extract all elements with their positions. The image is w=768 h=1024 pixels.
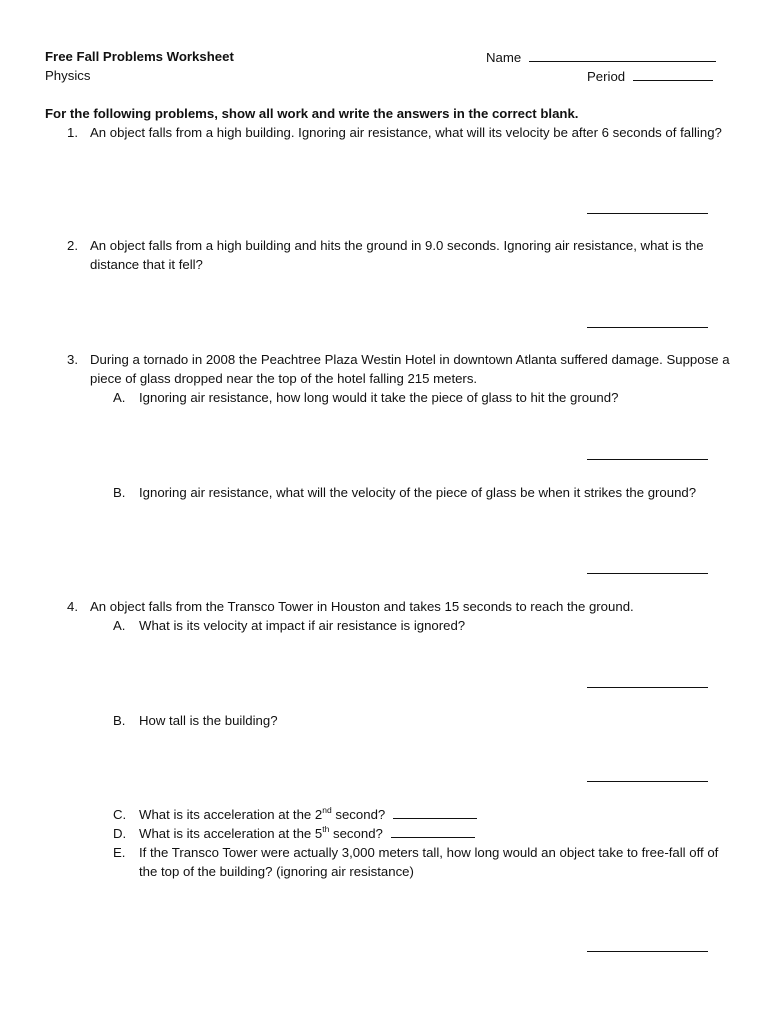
part-letter: C. <box>113 807 127 822</box>
worksheet-title: Free Fall Problems Worksheet <box>45 49 234 64</box>
ordinal-suffix: th <box>322 823 330 834</box>
period-blank[interactable] <box>633 66 713 81</box>
ordinal-suffix: nd <box>322 804 332 815</box>
part-text: If the Transco Tower were actually 3,000 meters tall, how long would an object take to free-fall off of the top of the building? (ignoring air resistance) <box>139 845 719 879</box>
period-label: Period <box>587 69 626 84</box>
part-letter: B. <box>113 485 126 500</box>
part-text-end: second? <box>329 826 383 841</box>
part-text-end: second? <box>331 807 386 822</box>
problem-number: 2. <box>67 238 78 253</box>
answer-blank[interactable] <box>587 687 708 688</box>
name-blank[interactable] <box>529 47 716 62</box>
part-text: Ignoring air resistance, how long would it take the piece of glass to hit the ground? <box>139 390 619 405</box>
answer-blank[interactable] <box>587 573 708 574</box>
part-letter: A. <box>113 390 126 405</box>
part-letter: B. <box>113 713 126 728</box>
name-label: Name <box>486 50 522 65</box>
problem-number: 1. <box>67 125 78 140</box>
subject-label: Physics <box>45 68 91 83</box>
part-text <box>139 805 729 824</box>
name-field[interactable] <box>486 47 716 67</box>
problem-text: During a tornado in 2008 the Peachtree Plaza Westin Hotel in downtown Atlanta suffered damage. Suppose a piece of glass dropped near the top of the hotel falling 215 meters. <box>90 352 730 386</box>
part-letter: D. <box>113 826 127 841</box>
answer-blank[interactable] <box>587 213 708 214</box>
part-letter: E. <box>113 845 126 860</box>
part-text-start: What is its acceleration at the 2 <box>139 807 323 822</box>
problem-number: 4. <box>67 599 78 614</box>
answer-blank[interactable] <box>587 951 708 952</box>
part-text <box>139 824 729 843</box>
answer-blank[interactable] <box>391 825 475 838</box>
answer-blank[interactable] <box>393 806 477 819</box>
instructions: For the following problems, show all work and write the answers in the correct blank. <box>45 106 579 121</box>
part-text: Ignoring air resistance, what will the velocity of the piece of glass be when it strikes the ground? <box>139 485 697 500</box>
part-text: What is its velocity at impact if air resistance is ignored? <box>139 618 466 633</box>
problem-number: 3. <box>67 352 78 367</box>
period-field[interactable] <box>587 66 713 86</box>
answer-blank[interactable] <box>587 781 708 782</box>
part-text: How tall is the building? <box>139 713 278 728</box>
answer-blank[interactable] <box>587 327 708 328</box>
answer-blank[interactable] <box>587 459 708 460</box>
problem-text: An object falls from a high building. Ignoring air resistance, what will its velocity be after 6 seconds of falling? <box>90 125 722 140</box>
problem-text: An object falls from a high building and hits the ground in 9.0 seconds. Ignoring air resistance, what is the distance that it fell? <box>90 238 704 272</box>
problem-text: An object falls from the Transco Tower in Houston and takes 15 seconds to reach the ground. <box>90 599 634 614</box>
part-letter: A. <box>113 618 126 633</box>
part-text-start: What is its acceleration at the 5 <box>139 826 323 841</box>
